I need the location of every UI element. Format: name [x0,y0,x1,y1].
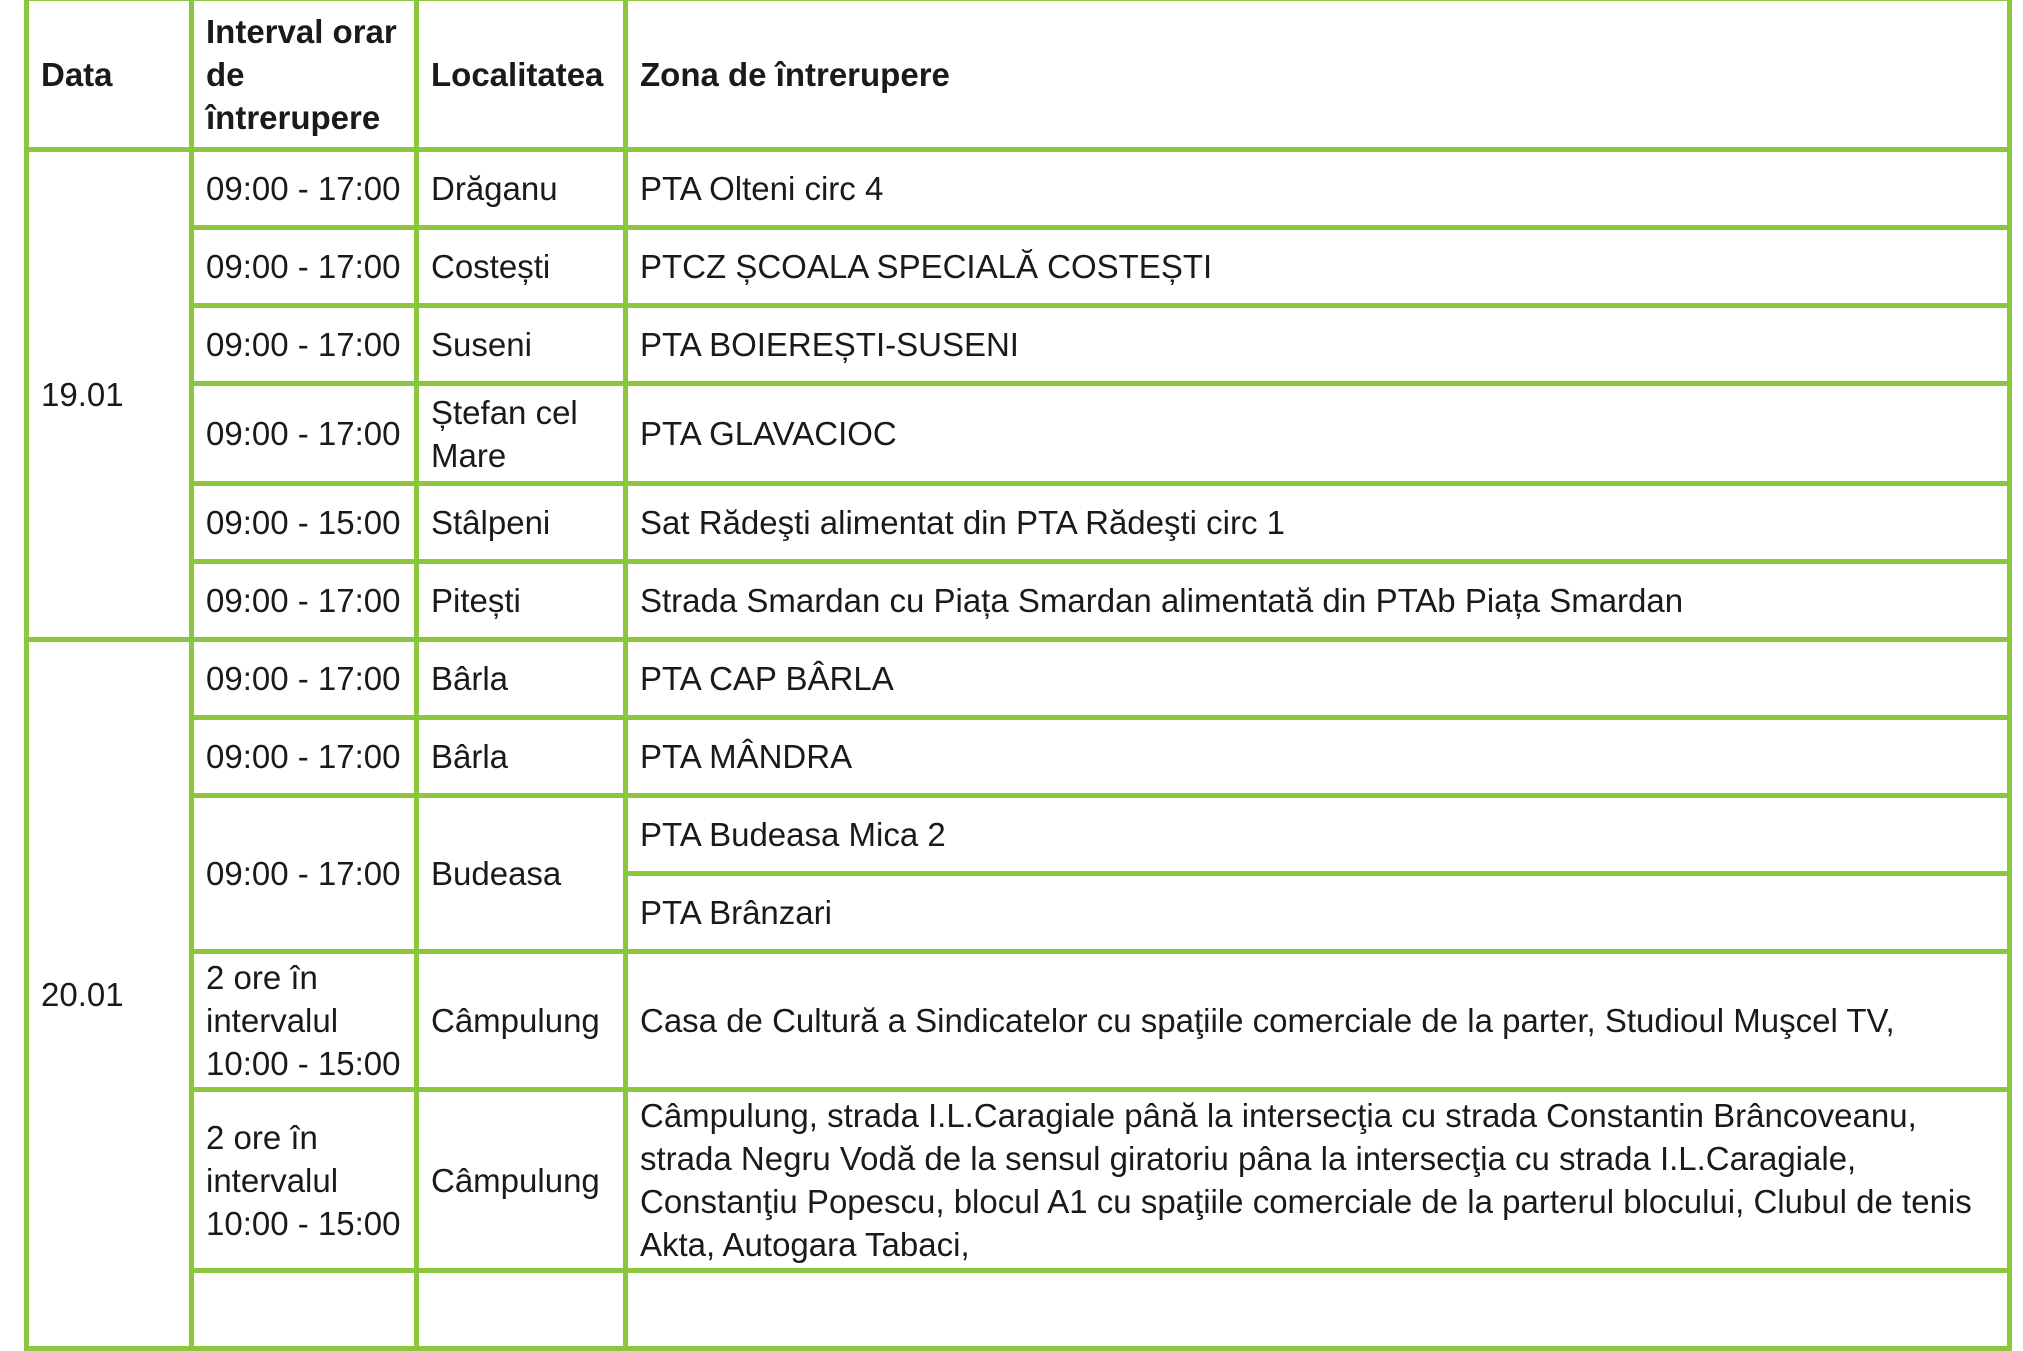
zone-cell: PTA Olteni circ 4 [626,150,2010,228]
table-row [27,384,2010,484]
zone-cell: Sat Rădeşti alimentat din PTA Rădeşti circ 1 [626,484,2010,562]
table-header-row [27,0,2010,150]
locality-cell: Pitești [417,562,626,640]
header-zone: Zona de întrerupere [626,0,2010,150]
zone-cell [626,1271,2010,1349]
interval-cell: 09:00 - 17:00 [192,796,417,952]
outage-schedule-sheet [24,0,2007,1263]
zone-cell: Strada Smardan cu Piața Smardan alimentată din PTAb Piața Smardan [626,562,2010,640]
locality-cell: Drăganu [417,150,626,228]
zone-cell: PTA Budeasa Mica 2 [626,796,2010,874]
interval-cell: 2 ore în intervalul 10:00 - 15:00 [192,1090,417,1271]
outage-schedule-table [24,0,2012,1351]
interval-cell [192,1271,417,1349]
header-locality: Localitatea [417,0,626,150]
interval-cell: 09:00 - 17:00 [192,306,417,384]
table-row [27,640,2010,718]
table-row [27,306,2010,384]
interval-cell: 09:00 - 17:00 [192,228,417,306]
zone-cell: Câmpulung, strada I.L.Caragiale până la intersecţia cu strada Constantin Brâncoveanu, strada Negru Vodă de la sensul giratoriu pâna la intersecţia cu strada I.L.Caragiale, Constanţiu Popescu, blocul A1 cu spaţiile comerciale de la parterul blocului, Clubul de tenis Akta, Autogara Tabaci, [626,1090,2010,1271]
interval-cell: 09:00 - 17:00 [192,718,417,796]
locality-cell: Bârla [417,718,626,796]
locality-cell: Câmpulung [417,952,626,1090]
locality-cell: Stâlpeni [417,484,626,562]
locality-cell: Suseni [417,306,626,384]
zone-cell: PTA CAP BÂRLA [626,640,2010,718]
locality-cell: Bârla [417,640,626,718]
interval-cell: 09:00 - 17:00 [192,150,417,228]
date-cell: 19.01 [27,150,192,640]
header-date: Data [27,0,192,150]
interval-cell: 2 ore în intervalul 10:00 - 15:00 [192,952,417,1090]
zone-cell: PTA MÂNDRA [626,718,2010,796]
table-row [27,562,2010,640]
header-interval: Interval orar de întrerupere [192,0,417,150]
table-row [27,796,2010,874]
table-row [27,484,2010,562]
locality-cell: Budeasa [417,796,626,952]
table-row [27,1271,2010,1349]
table-row [27,1090,2010,1271]
zone-cell: PTA GLAVACIOC [626,384,2010,484]
locality-cell: Costești [417,228,626,306]
interval-cell: 09:00 - 17:00 [192,562,417,640]
interval-cell: 09:00 - 17:00 [192,384,417,484]
table-row [27,952,2010,1090]
table-row [27,150,2010,228]
locality-cell: Ștefan cel Mare [417,384,626,484]
locality-cell [417,1271,626,1349]
interval-cell: 09:00 - 17:00 [192,640,417,718]
locality-cell: Câmpulung [417,1090,626,1271]
zone-cell: PTA Brânzari [626,874,2010,952]
table-row [27,228,2010,306]
zone-cell: Casa de Cultură a Sindicatelor cu spaţiile comerciale de la parter, Studioul Muşcel TV, [626,952,2010,1090]
date-cell: 20.01 [27,640,192,1349]
zone-cell: PTCZ ȘCOALA SPECIALĂ COSTEȘTI [626,228,2010,306]
interval-cell: 09:00 - 15:00 [192,484,417,562]
table-row [27,718,2010,796]
zone-cell: PTA BOIEREȘTI-SUSENI [626,306,2010,384]
